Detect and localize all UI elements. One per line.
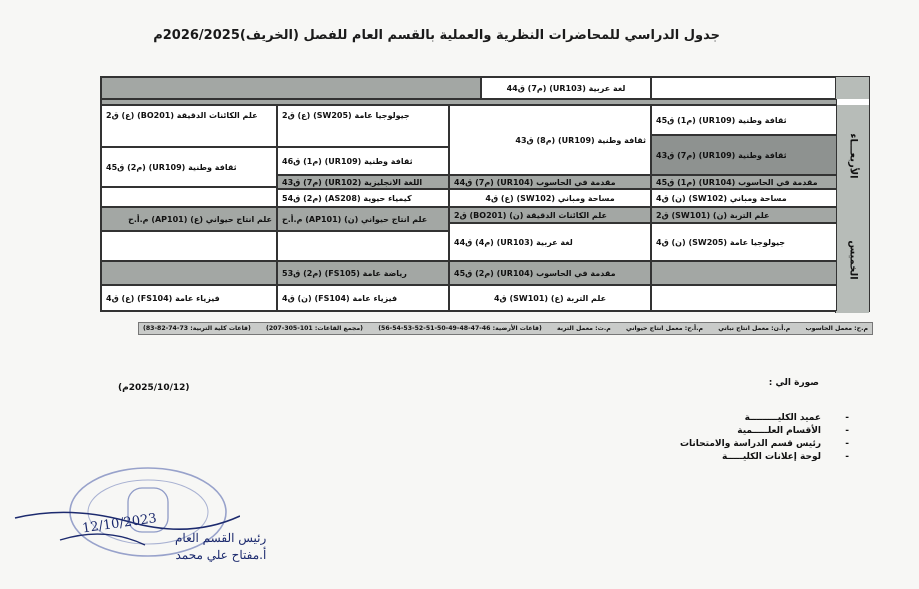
cell-arabic-4: لغة عربية (UR103) (م4) ق44 xyxy=(449,223,651,261)
cell-english: اللغة الانجليزية (UR102) (م7) ق43 xyxy=(277,175,449,189)
signatory-name: أ.مفتاح علي محمد xyxy=(175,548,267,562)
day-wednesday-label: الأربعـــاء xyxy=(847,133,858,179)
signature-handwriting: 12/10/2023 xyxy=(81,511,158,537)
cc-item-dean: - عميد الكليـــــــــة xyxy=(680,412,849,425)
cell-geo-theory: جيولوجيا عامة (SW205) (ن) ق4 xyxy=(651,223,837,261)
legend-soil-lab: م.ت: معمل التربة xyxy=(556,325,611,332)
cell-physics-lab: فيزياء عامة (FS104) (ع) ق4 xyxy=(101,285,277,311)
cell-culture-1-46: ثقافة وطنية (UR109) (م1) ق46 xyxy=(277,147,449,175)
cell-micro-lab: علم الكائنات الدقيقة (BO201) (ع) ق2 xyxy=(101,105,277,147)
copy-to-label: صورة الي : xyxy=(768,378,819,388)
page-title: جدول الدراسي للمحاضرات النظرية والعملية بالقسم العام للفصل (الخريف)2026/2025م xyxy=(153,28,720,43)
cc-item-notice-board: - لوحة إعلانات الكليـــــة xyxy=(680,451,849,464)
cell-biochem: كيمياء حيوية (AS208) (م2) ق54 xyxy=(277,189,449,207)
cell-blank-t1 xyxy=(101,231,277,261)
cell-micro-theory: علم الكائنات الدقيقة (ن) (BO201) ق2 xyxy=(449,207,651,223)
cell-blank-t5 xyxy=(651,285,837,311)
cell-computer-45: مقدمة في الحاسوب (UR104) (م1) ق45 xyxy=(651,175,837,189)
cell-culture-7: ثقافة وطنية (UR109) (م7) ق43 xyxy=(651,135,837,175)
day-thursday-label: الخميس xyxy=(847,240,858,280)
legend-computer-lab: م.ح: معمل الحاسوب xyxy=(805,325,868,332)
cell-computer-44: مقدمة في الحاسوب (UR104) (م7) ق44 xyxy=(449,175,651,189)
cell-culture-8: ثقافة وطنية (UR109) (م8) ق43 xyxy=(449,105,651,175)
cc-item-departments: - الأقسام العلـــــمية xyxy=(680,425,849,438)
legend-bar xyxy=(138,322,873,335)
cell-blank-top xyxy=(651,77,837,99)
cell-culture-1-45: ثقافة وطنية (UR109) (م1) ق45 xyxy=(651,105,837,135)
day-wednesday xyxy=(835,105,869,207)
signature-block xyxy=(175,530,266,564)
cell-survey-theory: مساحة ومباني (SW102) (ن) ق4 xyxy=(651,189,837,207)
timetable-grid xyxy=(100,76,870,312)
header-band-left xyxy=(101,77,481,99)
legend-animal-lab: م.أ.ح: معمل انتاج حيواني xyxy=(625,325,704,332)
cell-blank-t4 xyxy=(651,261,837,285)
day-header-top xyxy=(835,77,869,99)
signatory-title: رئيس القسم العام xyxy=(175,531,267,545)
cc-list xyxy=(680,412,849,464)
day-thursday xyxy=(835,207,869,313)
legend-plant-lab: م.أ.ن: معمل انتاج نباتي xyxy=(718,325,791,332)
cell-animal-theory: علم انتاج حيواني (ن) (AP101) م.أ.ح xyxy=(277,207,449,231)
legend-education-halls: (قاعات كلية التربية: 73-74-82-83) xyxy=(143,325,251,332)
cell-sport: رياضة عامة (FS105) (م2) ق53 xyxy=(277,261,449,285)
cell-survey-lab: مساحة ومباني (SW102) (ع) ق4 xyxy=(449,189,651,207)
cell-soil-lab: علم التربة (ع) (SW101) ق4 xyxy=(449,285,651,311)
cell-arabic-top: لغة عربية (UR103) (م7) ق44 xyxy=(481,77,651,99)
cell-animal-lab: علم انتاج حيواني (ع) (AP101) م.أ.ح xyxy=(101,207,277,231)
cell-blank-t2 xyxy=(277,231,449,261)
cell-blank-w xyxy=(101,187,277,207)
issue-date: (2025/10/12م) xyxy=(118,383,190,393)
cell-blank-t3 xyxy=(101,261,277,285)
cell-geo-lab: جيولوجيا عامة (SW205) (ع) ق2 xyxy=(277,105,449,147)
cc-item-exams-head: - رئيس قسم الدراسة والامتحانات xyxy=(680,438,849,451)
cell-culture-2: ثقافة وطنية (UR109) (م2) ق45 xyxy=(101,147,277,187)
legend-ground-halls: (قاعات الأرضية: 46-47-48-49-50-51-52-53-54-56) xyxy=(378,325,542,332)
legend-hall-complex: (مجمع القاعات: 101-305-207) xyxy=(265,325,363,332)
cell-soil-theory: علم التربة (ن) (SW101) ق2 xyxy=(651,207,837,223)
cell-computer-t: مقدمة في الحاسوب (UR104) (م2) ق45 xyxy=(449,261,651,285)
cell-physics-theory: فيزياء عامة (FS104) (ن) ق4 xyxy=(277,285,449,311)
